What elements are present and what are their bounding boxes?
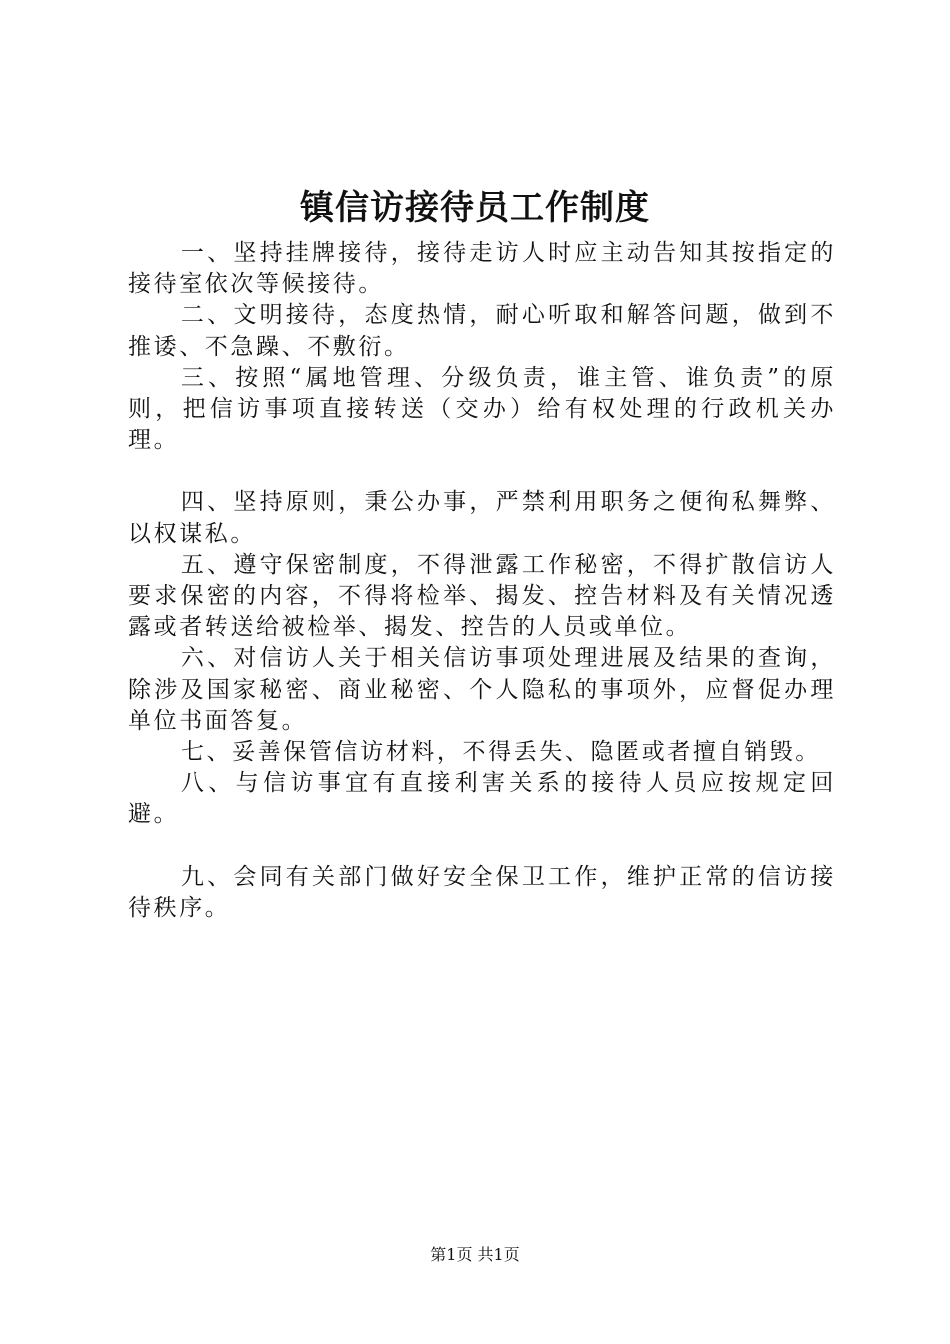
rule-paragraph-3: 三、按照“属地管理、分级负责，谁主管、谁负责”的原则，把信访事项直接转送（交办）给有权处理的行政机关办理。 [128,364,836,454]
rule-paragraph-2: 二、文明接待，态度热情，耐心听取和解答问题，做到不推诿、不急躁、不敷衍。 [128,302,836,360]
rule-paragraph-1: 一、坚持挂牌接待，接待走访人时应主动告知其按指定的接待室依次等候接待。 [128,240,836,298]
rule-paragraph-4: 四、坚持原则，秉公办事，严禁利用职务之便徇私舞弊、以权谋私。 [128,489,836,547]
document-body [128,238,836,924]
rule-paragraph-7: 七、妥善保管信访材料，不得丢失、隐匿或者擅自销毁。 [180,739,821,766]
rule-paragraph-5: 五、遵守保密制度，不得泄露工作秘密，不得扩散信访人要求保密的内容，不得将检举、揭发、控告材料及有关情况透露或者转送给被检举、揭发、控告的人员或单位。 [128,551,836,641]
rule-paragraph-6: 六、对信访人关于相关信访事项处理进展及结果的查询，除涉及国家秘密、商业秘密、个人隐私的事项外，应督促办理单位书面答复。 [128,645,836,734]
document-title: 镇信访接待员工作制度 [300,188,650,228]
rule-paragraph-8: 八、与信访事宜有直接利害关系的接待人员应按规定回避。 [128,770,836,828]
rule-paragraph-9: 九、会同有关部门做好安全保卫工作，维护正常的信访接待秩序。 [128,863,836,921]
page-footer: 第1页 共1页 [430,1245,520,1264]
